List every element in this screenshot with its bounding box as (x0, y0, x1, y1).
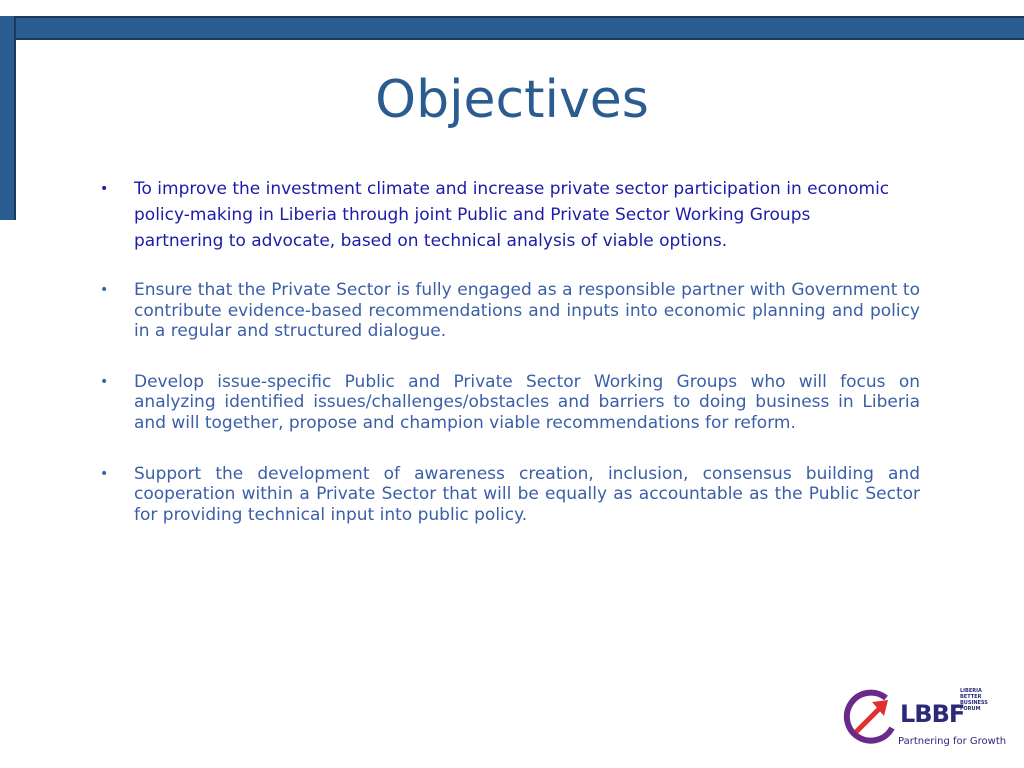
lbbf-logo (838, 686, 1007, 752)
objective-text-1: To improve the investment climate and increase private sector participation in economic policy-making in Liberia through joint Public and Private Sector Working Groups partnering to advocate, based on technical analysis of viable options. (134, 179, 890, 251)
top-header-band (0, 16, 1024, 40)
objective-item-3 (96, 372, 920, 434)
bullet-dot-icon: • (100, 181, 109, 197)
objective-item-2 (96, 280, 920, 342)
objective-text-2: Ensure that the Private Sector is fully engaged as a responsible partner with Government to contribute evidence-based recommendations and inputs into economic planning and policy in a regular and structured dialogue. (134, 280, 920, 342)
slide-title: Objectives (375, 70, 649, 130)
bullet-dot-icon: • (100, 465, 109, 482)
objective-item-1 (96, 176, 920, 254)
logo-tagline: Partnering for Growth (898, 736, 1007, 747)
objective-text-4: Support the development of awareness creation, inclusion, consensus building and cooperation within a Private Sector that will be equally as accountable as the Public Sector for providing technical input into public policy. (134, 463, 920, 525)
bullet-dot-icon: • (100, 373, 109, 390)
lbbf-logo-mark-icon (842, 688, 898, 748)
logo-wordmark: LBBF (900, 700, 965, 728)
objective-text-3: Develop issue-specific Public and Private Sector Working Groups who will focus on analyzing identified issues/challenges/obstacles and barriers to doing business in Liberia and will together, propose and champion viable recommendations for reform. (134, 371, 920, 433)
objectives-list (96, 176, 920, 555)
logo-subtitle: LIBERIA BETTER BUSINESS FORUM (960, 688, 988, 712)
bullet-dot-icon: • (100, 282, 109, 298)
objective-item-4 (96, 464, 920, 526)
